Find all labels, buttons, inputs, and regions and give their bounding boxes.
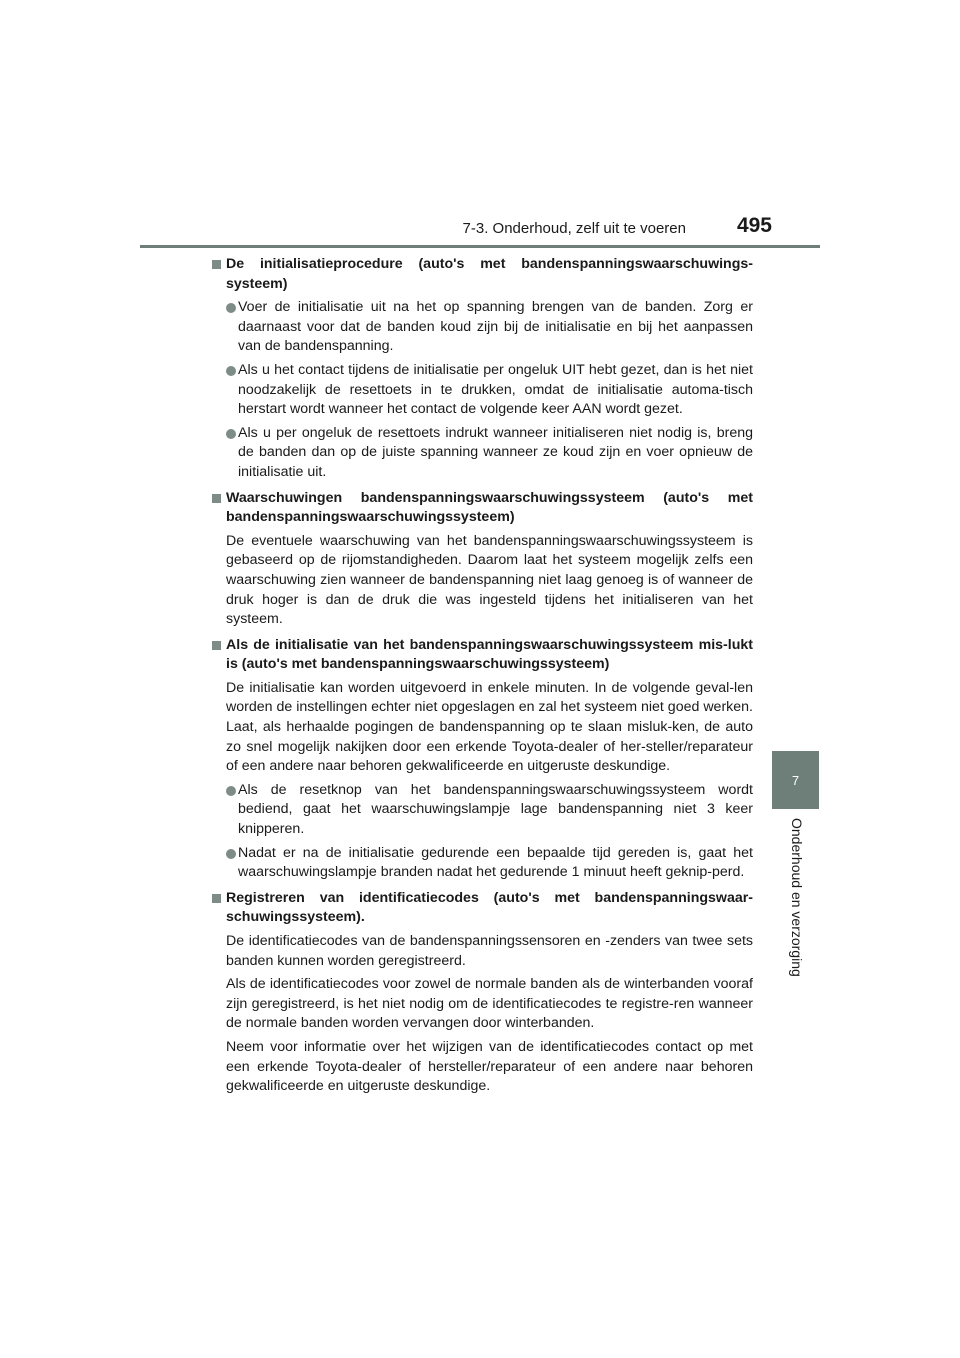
section-initialisation-failed (212, 636, 753, 883)
page-number: 495 (736, 214, 772, 237)
section-heading: Registreren van identificatiecodes (auto's met bandenspanningswaar-schuwingssysteem). (226, 889, 753, 926)
bullet-dot-icon (226, 849, 236, 859)
paragraph: Neem voor informatie over het wijzigen van de identificatiecodes contact op met een erkende Toyota-dealer of hersteller/reparateur of een andere naar behoren gekwalificeerde en uitgeruste deskundige. (226, 1038, 753, 1095)
chapter-label: Onderhoud en verzorging (789, 818, 805, 977)
section-heading: Waarschuwingen bandenspanningswaarschuwingssysteem (auto's met bandenspanningswaarschuwingssysteem) (226, 489, 753, 526)
bullet-item (226, 424, 753, 483)
section-identification-codes (212, 889, 753, 1097)
chapter-number: 7 (791, 772, 800, 788)
section-heading: De initialisatieprocedure (auto's met bandenspanningswaarschuwings-systeem) (226, 256, 753, 292)
paragraph: De eventuele waarschuwing van het bandenspanningswaarschuwingssysteem is gebaseerd op de rijomstandigheden. Daarom laat het systeem mogelijk zelfs een waarschuwing zien wanneer de bandenspanning niet laag genoeg is of wanneer de druk hoger is dan de druk die was ingesteld tijdens het initialiseren van het systeem. (226, 532, 753, 628)
bullet-text: Nadat er na de initialisatie gedurende een bepaalde tijd gereden is, gaat het waarschuwingslampje branden nadat het gedurende 1 minuut heeft geknip-perd. (238, 844, 753, 881)
header-divider (140, 245, 820, 248)
paragraph: Als de identificatiecodes voor zowel de normale banden als de winterbanden vooraf zijn geregistreerd, is het niet nodig om de identificatiecodes te registre-ren wanneer de normale banden worden vervangen door winterbanden. (226, 976, 753, 1032)
section-initialisation-procedure (212, 255, 753, 483)
section-square-icon (212, 894, 221, 903)
bullet-item (226, 781, 753, 840)
bullet-text: Als de resetknop van het bandenspanningswaarschuwingssysteem wordt bediend, gaat het waarschuwingslampje lage bandenspanning niet 3 keer knipperen. (238, 781, 753, 838)
bullet-dot-icon (226, 303, 236, 313)
page-content (212, 255, 753, 1103)
bullet-item (226, 361, 753, 420)
bullet-dot-icon (226, 366, 236, 376)
bullet-dot-icon (226, 786, 236, 796)
bullet-text: Als u per ongeluk de resettoets indrukt wanneer initialiseren niet nodig is, breng de banden dan op de juiste spanning wanneer ze koud zijn en voer opnieuw de initialisatie uit. (238, 424, 753, 480)
page-header (140, 214, 820, 244)
bullet-item (226, 844, 753, 883)
section-heading: Als de initialisatie van het bandenspanningswaarschuwingssysteem mis-lukt is (auto's met bandenspanningswaarschuwingssysteem) (226, 636, 753, 673)
bullet-text: Als u het contact tijdens de initialisatie per ongeluk UIT hebt gezet, dan is het niet noodzakelijk de resettoets in te drukken, omdat de initialisatie automa-tisch herstart wordt wanneer het contact de volgende keer AAN wordt gezet. (238, 361, 753, 418)
section-warnings (212, 489, 753, 630)
section-square-icon (212, 641, 221, 650)
chapter-tab (772, 751, 819, 809)
bullet-dot-icon (226, 429, 236, 439)
section-title: 7-3. Onderhoud, zelf uit te voeren (462, 220, 686, 237)
paragraph: De initialisatie kan worden uitgevoerd in enkele minuten. In de volgende geval-len worden de instellingen echter niet opgeslagen en zal het systeem niet goed werken. Laat, als herhaalde pogingen de bandenspanning op te slaan misluk-ken, de auto zo snel mogelijk nakijken door een erkende Toyota-dealer of her-steller/reparateur of een andere naar behoren gekwalificeerde en uitgeruste deskundige. (226, 679, 753, 775)
section-square-icon (212, 260, 221, 269)
paragraph: De identificatiecodes van de bandenspanningssensoren en -zenders van twee sets banden kunnen worden geregistreerd. (226, 933, 753, 969)
bullet-text: Voer de initialisatie uit na het op spanning brengen van de banden. Zorg er daarnaast voor dat de banden koud zijn bij de initialisatie en bij het aanpassen van de bandenspanning. (238, 299, 753, 355)
bullet-item (226, 298, 753, 357)
section-square-icon (212, 494, 221, 503)
